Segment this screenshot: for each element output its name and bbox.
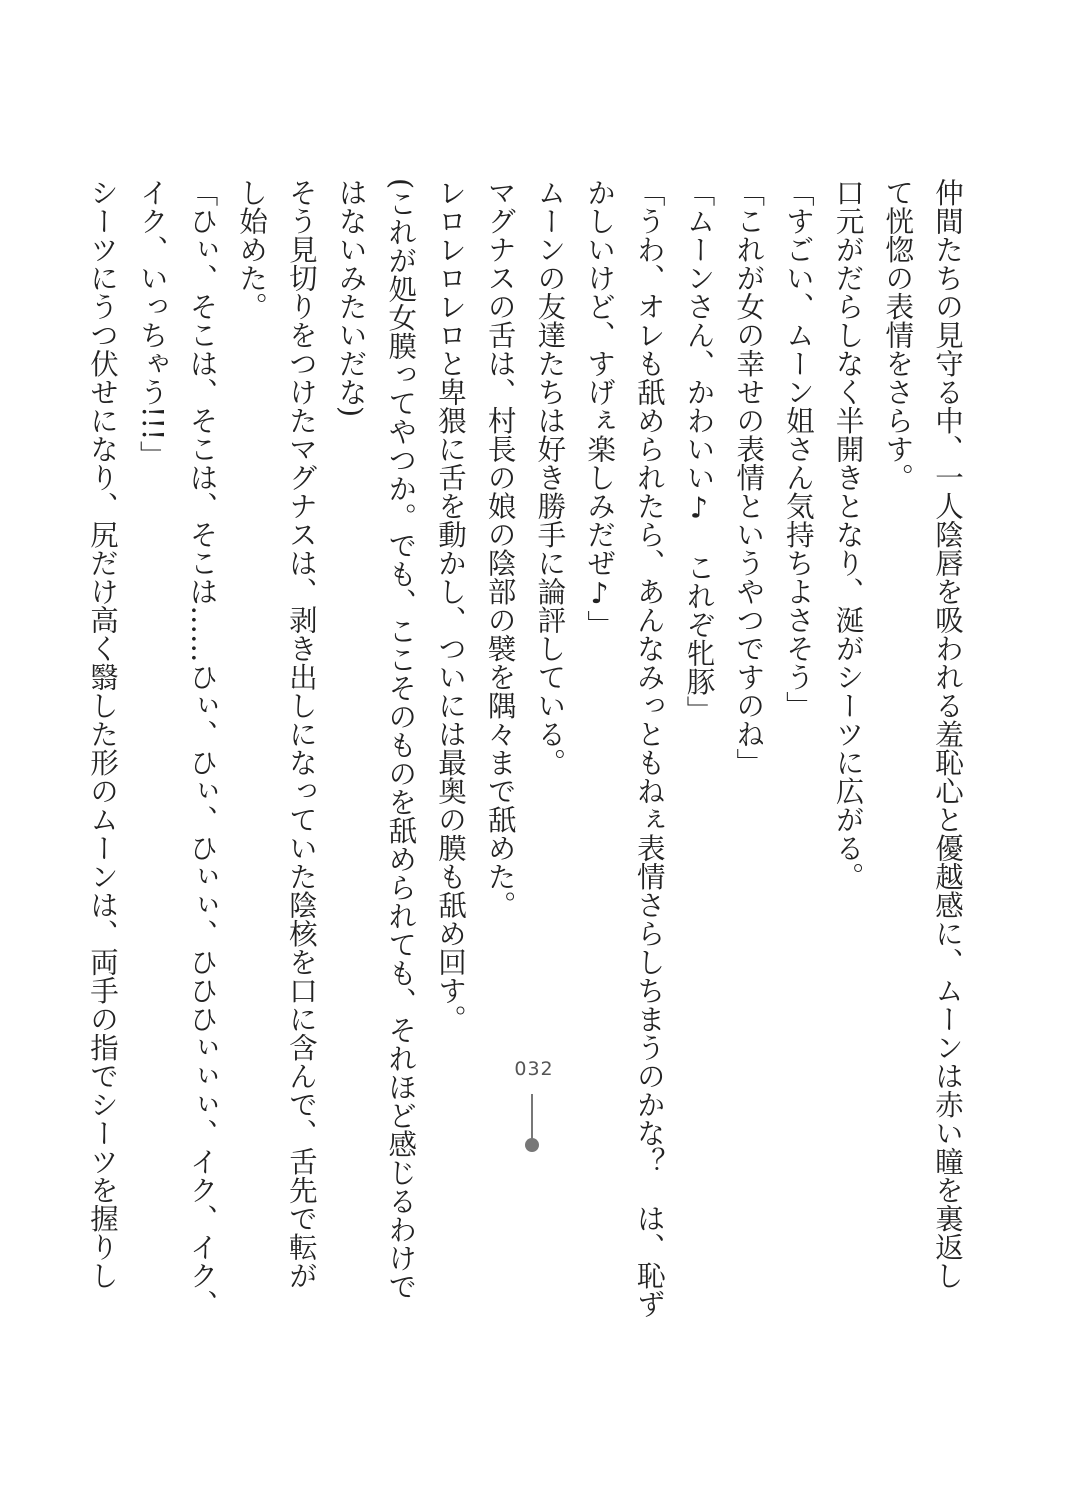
text-line: そう見切りをつけたマグナスは、剥き出しになっていた陰核を口に含んで、舌先で転が xyxy=(284,178,318,1290)
text-line: 「すごい、ムーン姐さん気持ちよさそう」 xyxy=(781,178,815,720)
vertical-body-text xyxy=(86,178,972,1318)
text-line: 「ひぃ、そこは、そこは、そこは……ひぃ、ひぃ、ひぃぃ、ひひひぃぃぃ、イク、イク、 xyxy=(185,178,219,1318)
text-line: はないみたいだな) xyxy=(334,178,368,418)
text-line: イク、いっちゃう!!!」 xyxy=(135,178,169,469)
text-line: 「これが女の幸せの表情というやつですのね」 xyxy=(732,178,766,777)
text-line: て恍惚の表情をさらす。 xyxy=(881,178,915,492)
text-line: 「ムーンさん、かわいい♪ これぞ牝豚」 xyxy=(682,178,716,724)
text-line: マグナスの舌は、村長の娘の陰部の襞を隅々まで舐めた。 xyxy=(483,178,517,919)
text-line: ムーンの友達たちは好き勝手に論評している。 xyxy=(533,178,567,777)
text-line: シーツにうつ伏せになり、尻だけ高く翳した形のムーンは、両手の指でシーツを握りし xyxy=(86,178,120,1290)
page-number: 032 xyxy=(514,1058,554,1080)
text-line: (これが処女膜ってやつか。でも、ここそのものを舐められても、それほど感じるわけで xyxy=(384,178,418,1301)
folio-marker-dot xyxy=(525,1138,539,1152)
text-line: レロレロレロと卑猥に舌を動かし、ついには最奥の膜も舐め回す。 xyxy=(433,178,467,1033)
text-line: 「うわ、オレも舐められたら、あんなみっともねぇ表情さらしちまうのかな？ は、恥ず xyxy=(632,178,666,1318)
text-line: し始めた。 xyxy=(235,178,269,321)
text-line: 口元がだらしなく半開きとなり、涎がシーツに広がる。 xyxy=(831,178,865,891)
text-line: かしいけど、すげぇ楽しみだぜ♪」 xyxy=(583,178,617,639)
text-line: 仲間たちの見守る中、一人陰唇を吸われる羞恥心と優越感に、ムーンは赤い瞳を裏返し xyxy=(931,178,964,1290)
folio-marker-stem xyxy=(531,1094,533,1144)
